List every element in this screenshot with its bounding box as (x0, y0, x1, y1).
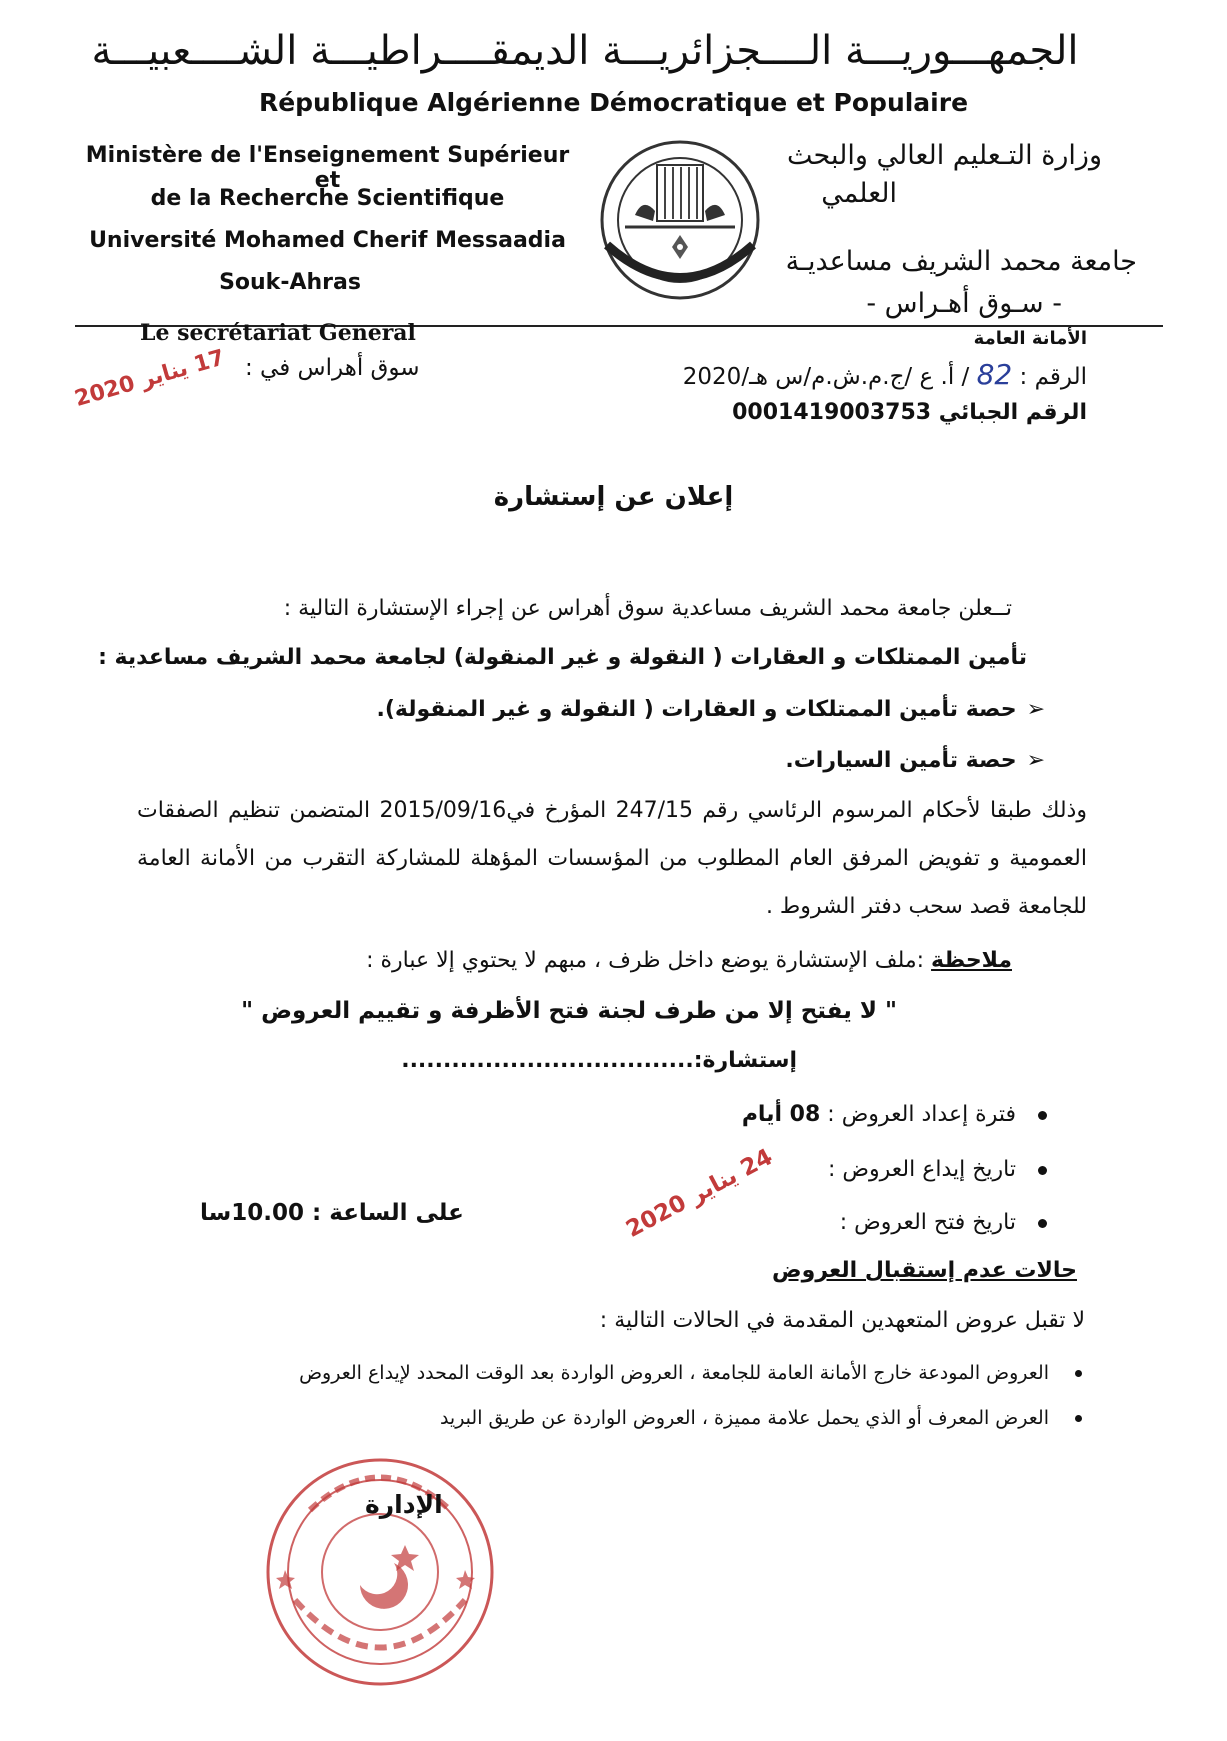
secretariat-ar: الأمانة العامة (973, 328, 1087, 349)
ministry-fr-line-2: de la Recherche Scientifique (150, 186, 505, 211)
consultation-dots: ................................... (401, 1048, 694, 1073)
reference-number: 82 (976, 358, 1013, 391)
opening-time: على الساعة : 10.00سا (200, 1200, 464, 1226)
announcement-title: إعلان عن إستشارة (493, 482, 734, 512)
bullet-dot-icon (1075, 1370, 1082, 1377)
prep-label: فترة إعداد العروض : (827, 1102, 1016, 1127)
deposit-label: تاريخ إيداع العروض : (828, 1157, 1016, 1182)
subject-line: تأمين الممتلكات و العقارات ( النقولة و غير المنقولة) لجامعة محمد الشريف مساعدية : (98, 645, 1027, 670)
rejection-case-1 (299, 1362, 1082, 1384)
rejection-case-2 (440, 1407, 1082, 1429)
rejection-intro: لا تقبل عروض المتعهدين المقدمة في الحالات التالية : (599, 1308, 1085, 1333)
rejection-1-text: العروض المودعة خارج الأمانة العامة للجامعة ، العروض الواردة بعد الوقت المحدد لإيداع العروض (299, 1362, 1049, 1384)
university-seal-logo (595, 135, 765, 305)
place-date-label: سوق أهراس في : (245, 355, 420, 381)
consultation-line (401, 1048, 797, 1073)
rejection-title: حالات عدم إستقبال العروض (772, 1258, 1077, 1283)
lot-1 (377, 697, 1046, 722)
deposit-date-row (828, 1157, 1047, 1182)
note-label: ملاحظة (931, 948, 1012, 973)
republic-title-ar: الجمهـــوريـــة الــــجزائريـــة الديمقــــراطيـــة الشــــعبيـــة (91, 28, 1079, 74)
university-ar: جامعة محمد الشريف مساعديـة (785, 246, 1137, 277)
bullet-dot-icon (1075, 1415, 1082, 1422)
lot-2-text: حصة تأمين السيارات. (785, 748, 1017, 773)
opening-label: تاريخ فتح العروض : (839, 1210, 1016, 1235)
chevron-bullet-icon: ➢ (1026, 697, 1045, 722)
republic-title-fr: République Algérienne Démocratique et Populaire (258, 88, 969, 117)
rejection-2-text: العرض المعرف أو الذي يحمل علامة مميزة ، العروض الواردة عن طريق البريد (439, 1407, 1049, 1429)
opening-date-row (840, 1210, 1047, 1235)
lot-1-text: حصة تأمين الممتلكات و العقارات ( النقولة و غير المنقولة). (376, 697, 1017, 722)
prep-value: 08 أيام (741, 1102, 821, 1127)
legal-line-2: العمومية و تفويض المرفق العام المطلوب من المؤسسات المؤهلة للمشاركة التقرب من الأمانة العامة (137, 846, 1087, 871)
tax-number: 0001419003753 (732, 400, 932, 425)
signature-label: الإدارة (365, 1490, 443, 1519)
legal-line-1: وذلك طبقا لأحكام المرسوم الرئاسي رقم 247/15 المؤرخ في2015/09/16 المتضمن تنظيم الصفقات (137, 798, 1087, 823)
bullet-dot-icon (1038, 1111, 1047, 1120)
chevron-bullet-icon: ➢ (1026, 748, 1045, 773)
date-stamp-1: 17 يناير 2020 (72, 345, 228, 413)
reference-code: / أ. ع /ج.م.ش.م/س هـ/2020 (682, 364, 970, 390)
consultation-label: إستشارة: (693, 1048, 797, 1073)
bullet-dot-icon (1038, 1166, 1047, 1175)
legal-line-3: للجامعة قصد سحب دفتر الشروط . (765, 894, 1087, 919)
ministry-ar-line-1: وزارة التـعليم العالي والبحث (787, 140, 1102, 171)
tax-label: الرقم الجبائي (938, 400, 1087, 425)
official-round-stamp (255, 1450, 505, 1695)
ministry-fr-line-1: Ministère de l'Enseignement Supérieur et (85, 143, 570, 193)
city-ar: - سـوق أهـراس - (866, 288, 1062, 319)
bullet-dot-icon (1038, 1219, 1047, 1228)
secretariat-fr: Le secrétariat General (140, 320, 416, 346)
lot-2 (785, 748, 1045, 773)
quote-line: " لا يفتح إلا من طرف لجنة فتح الأظرفة و تقييم العروض " (241, 998, 897, 1024)
note-line (366, 948, 1012, 973)
ministry-ar-line-2: العلمي (821, 178, 897, 209)
reference-label: الرقم : (1019, 364, 1087, 390)
reference-line (683, 358, 1087, 391)
prep-period-row (742, 1102, 1047, 1127)
intro-paragraph: تــعلن جامعة محمد الشريف مساعدية سوق أهراس عن إجراء الإستشارة التالية : (283, 596, 1012, 621)
university-fr: Université Mohamed Cherif Messaadia (89, 228, 566, 253)
date-stamp-2: 24 يناير 2020 (622, 1144, 777, 1243)
note-text: :ملف الإستشارة يوضع داخل ظرف ، مبهم لا يحتوي إلا عبارة : (366, 948, 932, 973)
city-fr: Souk-Ahras (219, 270, 361, 295)
tax-id-line (732, 400, 1087, 425)
